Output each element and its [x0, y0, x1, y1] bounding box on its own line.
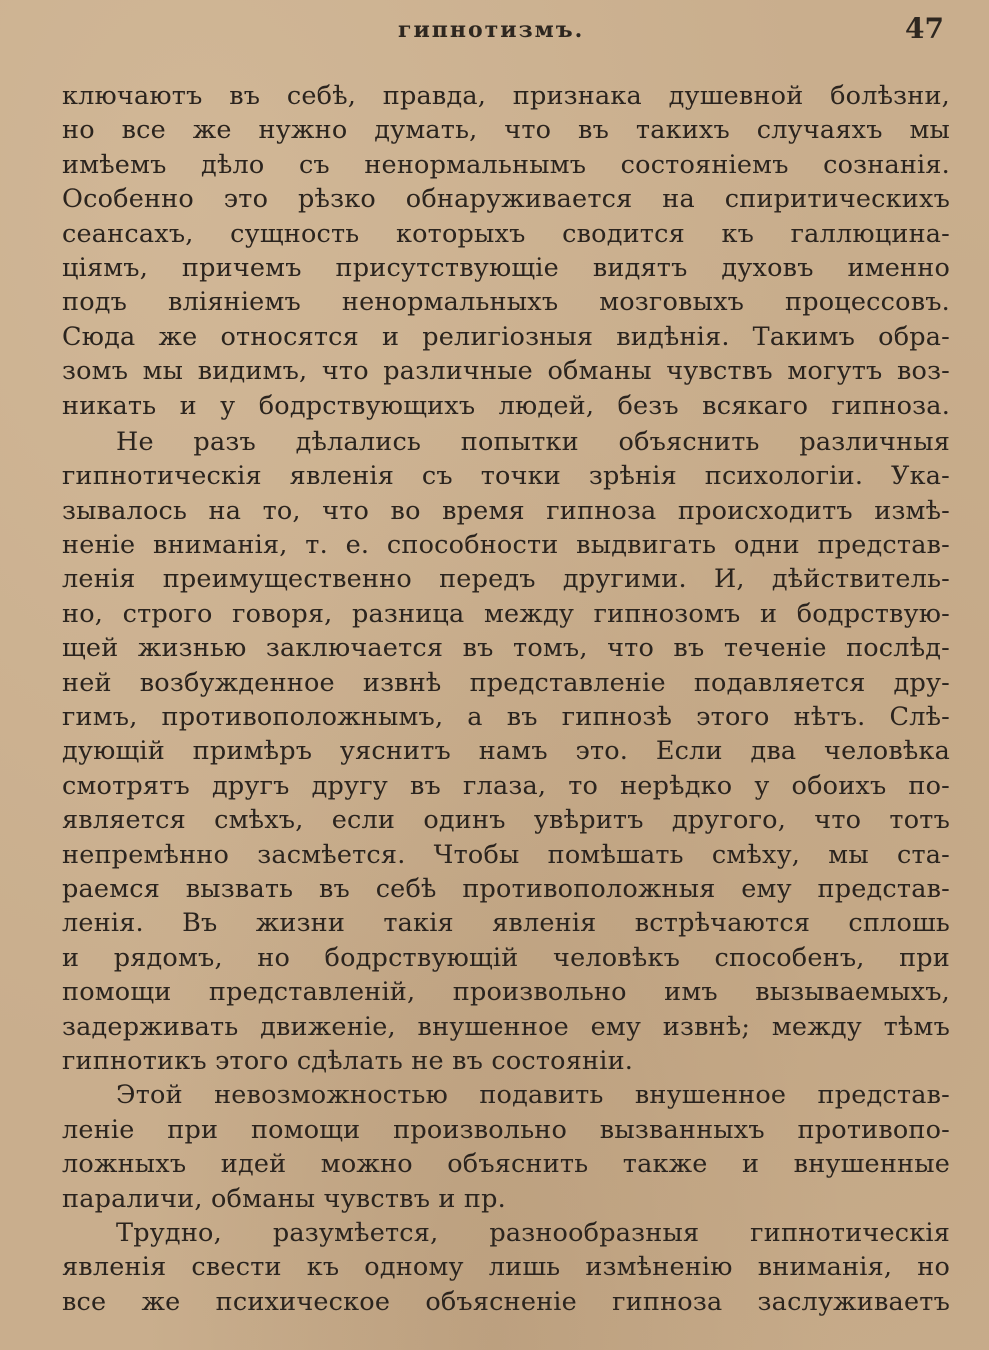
text-line: щей жизнью заключается въ томъ, что въ теченіе послѣд-	[62, 633, 950, 664]
text-line: но все же нужно думать, что въ такихъ случаяхъ мы	[62, 115, 950, 146]
text-line: ключаютъ въ себѣ, правда, признака душевной болѣзни,	[62, 81, 950, 111]
page-number: 47	[905, 12, 944, 45]
text-line: явленія свести къ одному лишь измѣненію вниманія, но	[62, 1252, 950, 1283]
text-line: параличи, обманы чувствъ и пр.	[62, 1183, 506, 1214]
text-line: Сюда же относятся и религіозныя видѣнія. Такимъ обра-	[62, 321, 950, 352]
paragraph-2	[62, 425, 950, 1078]
text-line: гимъ, противоположнымъ, а въ гипнозѣ этого нѣтъ. Слѣ-	[62, 702, 950, 733]
text-line: но, строго говоря, разница между гипнозомъ и бодрствую-	[62, 598, 950, 629]
text-line: непремѣнно засмѣется. Чтобы помѣшать смѣху, мы ста-	[62, 839, 950, 870]
text-line: и рядомъ, но бодрствующій человѣкъ способенъ, при	[62, 942, 950, 973]
text-line: смотрятъ другъ другу въ глаза, то нерѣдко у обоихъ по-	[62, 770, 950, 801]
text-line: ней возбужденное извнѣ представленіе подавляется дру-	[62, 667, 950, 698]
text-line: зывалось на то, что во время гипноза происходитъ измѣ-	[62, 495, 950, 526]
paragraph-3	[62, 1078, 950, 1216]
text-line: зомъ мы видимъ, что различные обманы чувствъ могутъ воз-	[62, 356, 950, 387]
text-line: Этой невозможностью подавить внушенное представ-	[116, 1080, 950, 1111]
text-line: дующій примѣръ уяснитъ намъ это. Если два человѣка	[62, 736, 950, 767]
text-line: подъ вліяніемъ ненормальныхъ мозговыхъ процессовъ.	[62, 287, 950, 318]
text-line: имѣемъ дѣло съ ненормальнымъ состояніемъ сознанія.	[62, 149, 950, 180]
text-line: гипнотическія явленія съ точки зрѣнія психологіи. Ука-	[62, 461, 950, 492]
text-line: раемся вызвать въ себѣ противоположныя ему представ-	[62, 873, 950, 904]
text-line: все же психическое объясненіе гипноза заслуживаетъ	[62, 1286, 950, 1317]
paragraph-1	[62, 79, 950, 423]
text-line: леніе при помощи произвольно вызванныхъ противопо-	[62, 1114, 950, 1145]
text-line: сеансахъ, сущность которыхъ сводится къ галлюцина-	[62, 218, 950, 249]
text-line: Особенно это рѣзко обнаруживается на спиритическихъ	[62, 184, 950, 215]
body-text	[62, 79, 950, 1319]
text-line: Не разъ дѣлались попытки объяснить различныя	[116, 426, 950, 457]
text-line: неніе вниманія, т. е. способности выдвигать одни представ-	[62, 530, 950, 561]
text-line: ленія. Въ жизни такія явленія встрѣчаются сплошь	[62, 908, 950, 939]
text-line: ложныхъ идей можно объяснить также и внушенные	[62, 1149, 950, 1180]
text-line: является смѣхъ, если одинъ увѣритъ другого, что тотъ	[62, 805, 950, 836]
text-line: никать и у бодрствующихъ людей, безъ всякаго гипноза.	[62, 390, 950, 421]
text-line: ленія преимущественно передъ другими. И, дѣйствитель-	[62, 564, 950, 595]
text-line: ціямъ, причемъ присутствующіе видятъ духовъ именно	[62, 252, 950, 283]
running-head	[0, 14, 989, 48]
text-line: гипнотикъ этого сдѣлать не въ состояніи.	[62, 1045, 634, 1076]
paragraph-4	[62, 1216, 950, 1319]
text-line: Трудно, разумѣется, разнообразныя гипнотическія	[116, 1217, 950, 1248]
text-line: помощи представленій, произвольно имъ вызываемыхъ,	[62, 977, 950, 1008]
text-line: задерживать движеніе, внушенное ему извнѣ; между тѣмъ	[62, 1011, 950, 1042]
running-title: гипнотизмъ.	[398, 17, 585, 43]
